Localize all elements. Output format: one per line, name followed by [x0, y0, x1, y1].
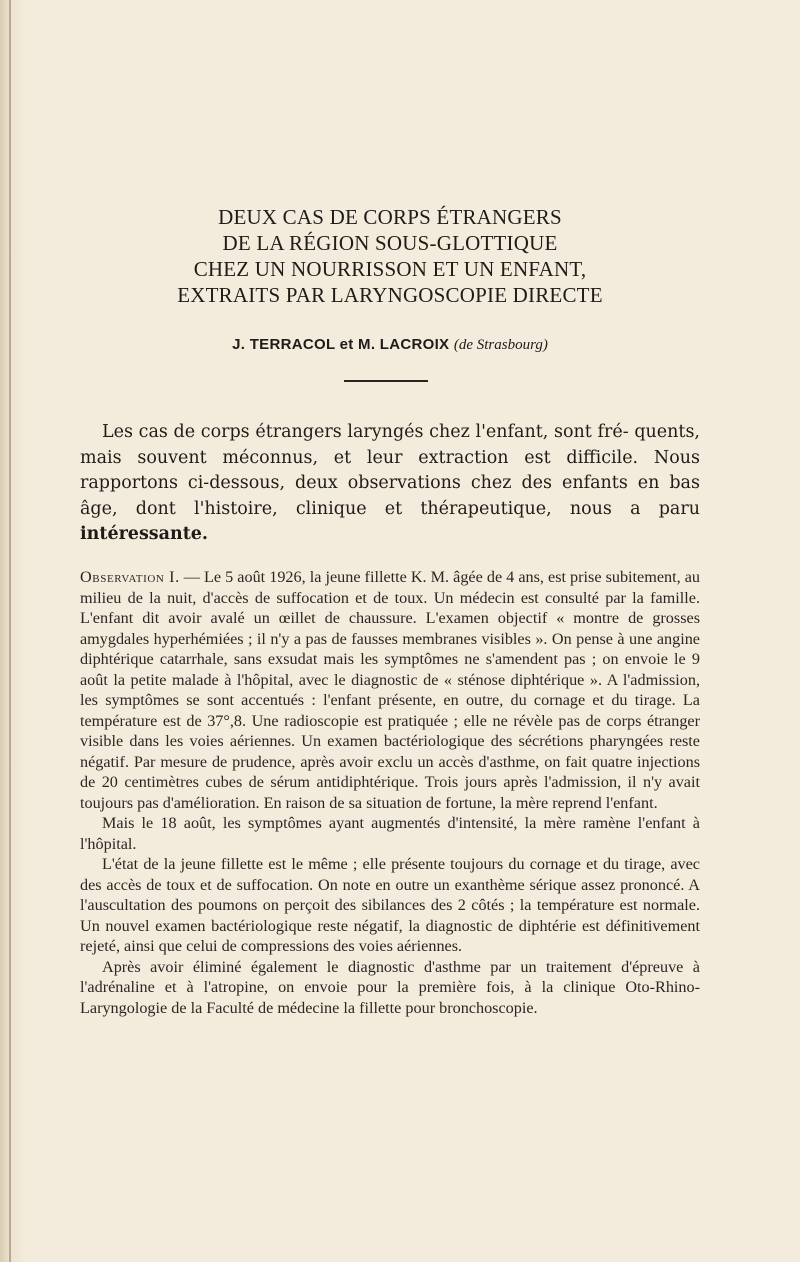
body-paragraph: L'état de la jeune fillette est le même ; elle présente toujours du cornage et du tirage, avec des accès de toux et de suffocation. On note en outre un exanthème sérique assez prononcé. A l'auscultation des poumons on perçoit des sibilances des 2 côtés ; la température est normale. Un nouvel examen bactériologique reste négatif, la diagnostic de diphtérie est définitivement rejeté, ainsi que celui de compressions des voies aériennes. [80, 855, 700, 955]
title-line: EXTRAITS PAR LARYNGOSCOPIE DIRECTE [177, 283, 603, 307]
authors: J. TERRACOL et M. LACROIX [232, 336, 450, 353]
title-line: DE LA RÉGION SOUS-GLOTTIQUE [222, 231, 558, 255]
title-line: DEUX CAS DE CORPS ÉTRANGERS [218, 205, 562, 229]
page-spine [0, 0, 26, 1262]
body-paragraph: Après avoir éliminé également le diagnostic d'asthme par un traitement d'épreuve à l'adrénaline et à l'atropine, on envoie pour la première fois, à la clinique Oto-Rhino-Laryngologie de la Faculté de médecine la fillette pour bronchoscopie. [80, 957, 700, 1017]
article-title [80, 204, 700, 308]
intro-line: Nous rapportons ci-dessous, deux observations chez des enfants [80, 447, 700, 493]
binding-line [9, 0, 11, 1262]
author-line [80, 336, 700, 354]
title-line: CHEZ UN NOURRISSON ET UN ENFANT, [193, 257, 587, 281]
paragraph-text: — Le 5 août 1926, la jeune fillette K. M. âgée de 4 ans, est prise subitement, au milieu de la nuit, d'accès de suffocation et de toux. Un médecin est consulté par la famille. L'enfant dit avoir avalé un œillet de chaussure. L'examen objectif « montre de grosses amygdales hyperhémiées ; il n'y a pas de fausses membranes visibles ». On pense à une angine diphtérique catarrhale, sans exsudat mais les symptômes ne s'amendent pas ; on envoie le 9 août la petite malade à l'hôpital, avec le diagnostic de « sténose diphtérique ». A l'admission, les symptômes se sont accentués : l'enfant présente, en outre, du cornage et du tirage. La température est de 37°,8. Une radioscopie est pratiquée ; elle ne révèle pas de corps étranger visible dans les voies aériennes. Un examen bactériologique des sécrétions pharyngées reste négatif. Par mesure de prudence, après avoir exclu un accès d'asthme, on fait quatre injections de 20 centimètres cubes de sérum antidiphtérique. Trois jours après l'admission, il n'y avait toujours pas d'amélioration. En raison de sa situation de fortune, la mère reprend l'enfant. [80, 568, 700, 812]
intro-paragraph [80, 420, 700, 548]
intro-line: intéressante. [80, 524, 209, 544]
observation-body [80, 567, 700, 1018]
body-paragraph: Mais le 18 août, les symptômes ayant augmentés d'intensité, la mère ramène l'enfant à l'hôpital. [80, 814, 700, 853]
body-paragraph [80, 567, 700, 813]
affiliation: (de Strasbourg) [453, 337, 548, 353]
intro-line: en bas âge, dont l'histoire, clinique et thérapeutique, nous a paru [80, 473, 700, 519]
intro-line: Les cas de corps étrangers laryngés chez l'enfant, sont fré- [102, 422, 629, 442]
intro-line: quents, mais souvent méconnus, et leur extraction est difficile. [80, 422, 700, 468]
title-divider [344, 380, 428, 382]
observation-label: Observation I. [80, 568, 180, 586]
